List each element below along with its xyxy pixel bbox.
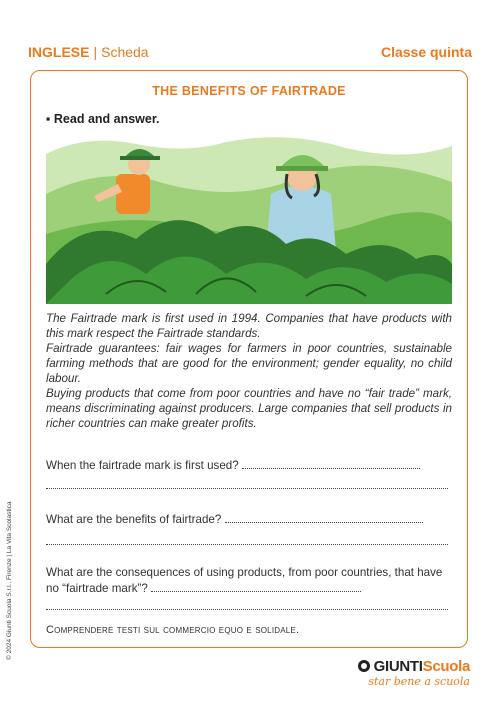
worksheet-title: THE BENEFITS OF FAIRTRADE (152, 84, 346, 98)
question-1: When the fairtrade mark is first used? (46, 459, 452, 472)
logo-mark-icon (357, 659, 371, 673)
paragraph: Buying products that come from poor countries and have no “fair trade” mark, means discriminating against producers. Large companies that sell products in richer countries can make greater profits. (46, 387, 452, 430)
answer-line[interactable] (151, 591, 361, 592)
answer-line[interactable] (46, 488, 448, 489)
logo-suffix: Scuola (422, 658, 470, 675)
instruction: ▪ Read and answer. (46, 112, 160, 126)
logo-tagline: star bene a scuola (368, 675, 470, 688)
paragraph: The Fairtrade mark is first used in 1994. Companies that have products with this mark respect the Fairtrade standards. (46, 312, 452, 340)
giunti-logo (357, 658, 470, 688)
answer-line[interactable] (46, 544, 448, 545)
farmers-illustration (46, 134, 452, 304)
question-3: What are the consequences of using products, from poor countries, that have no “fairtrade mark”? (46, 566, 443, 595)
reading-text (46, 311, 452, 431)
header-grade: Classe quinta (380, 44, 472, 60)
header-subject: INGLESE | Scheda (28, 44, 149, 60)
question-2: What are the benefits of fairtrade? (46, 513, 452, 526)
paragraph: Fairtrade guarantees: fair wages for farmers in poor countries, sustainable farming methods that are good for the environment; gender equality, no child labour. (46, 342, 452, 385)
logo-brand: GIUNTI (373, 658, 423, 675)
answer-line[interactable] (242, 468, 420, 469)
learning-objective: Comprendere testi sul commercio equo e solidale. (46, 624, 300, 636)
page-header (28, 44, 472, 68)
answer-line[interactable] (46, 609, 448, 610)
copyright-note: © 2024 Giunti Scuola S.r.l., Firenze | La Vita Scolastica (6, 501, 13, 660)
answer-line[interactable] (225, 522, 423, 523)
